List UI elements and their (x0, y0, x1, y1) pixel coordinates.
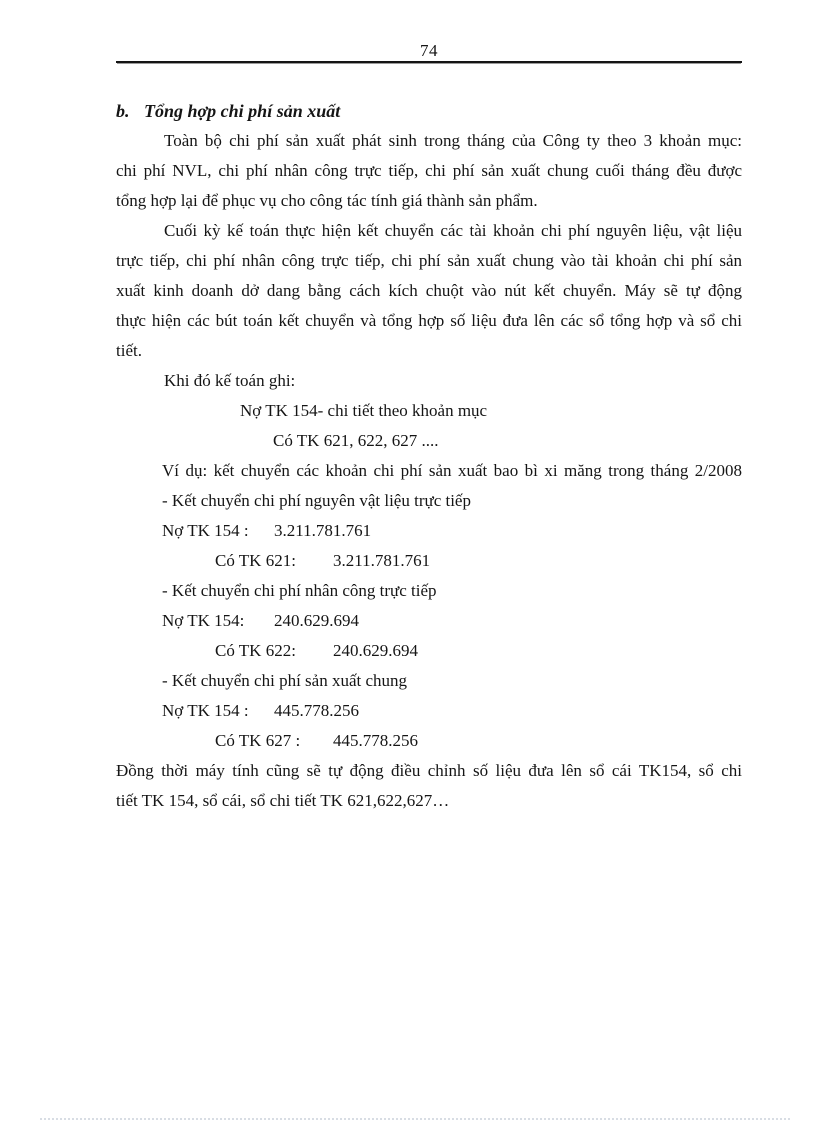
paragraph-closing (116, 756, 742, 816)
paragraph-line: thực hiện các bút toán kết chuyển và tổng hợp số liệu đưa lên các sổ tổng hợp và sổ chi (116, 311, 742, 330)
paragraph-line: tiết TK 154, sổ cái, sổ chi tiết TK 621,622,627… (116, 791, 450, 810)
generic-journal-entry (116, 396, 742, 456)
paragraph-summary (116, 126, 742, 216)
debit-account-label: Nợ TK 154: (162, 611, 245, 630)
credit-amount: 445.778.256 (333, 731, 418, 750)
debit-amount: 240.629.694 (274, 611, 359, 630)
entry-debit-line (116, 516, 742, 546)
entry-debit-line (116, 696, 742, 726)
credit-account-label: Có TK 622: (215, 641, 296, 660)
paragraph-line: Đồng thời máy tính cũng sẽ tự động điều chỉnh số liệu đưa lên sổ cái TK154, sổ chi (116, 761, 742, 780)
journal-entry-overhead (116, 666, 742, 756)
paragraph-line: chi phí NVL, chi phí nhân công trực tiếp, chi phí sản xuất chung cuối tháng đều được (116, 161, 742, 180)
example-line: Ví dụ: kết chuyển các khoản chi phí sản xuất bao bì xi măng trong tháng 2/2008 (162, 461, 742, 480)
entry-caption: - Kết chuyển chi phí nhân công trực tiếp (162, 581, 437, 600)
journal-entry-materials (116, 486, 742, 576)
footer-dotted-line (40, 1118, 790, 1120)
entry-debit-line (116, 606, 742, 636)
paragraph-line: Toàn bộ chi phí sản xuất phát sinh trong tháng của Công ty theo 3 khoản mục: (164, 131, 742, 150)
section-heading-marker: b. (116, 101, 130, 121)
entry-credit-line (116, 726, 742, 756)
debit-amount: 3.211.781.761 (274, 521, 372, 540)
paragraph-line: Cuối kỳ kế toán thực hiện kết chuyển các tài khoản chi phí nguyên liệu, vật liệu (164, 221, 742, 240)
page-header (116, 0, 742, 63)
debit-account-label: Nợ TK 154 : (162, 521, 249, 540)
entry-credit-line (116, 636, 742, 666)
debit-amount: 445.778.256 (274, 701, 359, 720)
debit-account-label: Nợ TK 154 : (162, 701, 249, 720)
paragraph-line: xuất kinh doanh dở dang bằng cách kích chuột vào nút kết chuyển. Máy sẽ tự động (116, 281, 742, 300)
paragraph-line: trực tiếp, chi phí nhân công trực tiếp, chi phí sản xuất chung vào tài khoản chi phí sản (116, 251, 742, 270)
page-body (116, 96, 742, 816)
credit-amount: 3.211.781.761 (333, 551, 431, 570)
entry-intro: Khi đó kế toán ghi: (164, 371, 296, 390)
entry-caption: - Kết chuyển chi phí nguyên vật liệu trực tiếp (162, 491, 471, 510)
journal-entry-labor (116, 576, 742, 666)
credit-account-label: Có TK 621: (215, 551, 296, 570)
paragraph-line: tổng hợp lại để phục vụ cho công tác tính giá thành sản phẩm. (116, 191, 538, 210)
page-number: 74 (420, 41, 438, 60)
credit-account-label: Có TK 627 : (215, 731, 301, 750)
paragraph-line: tiết. (116, 341, 142, 360)
section-heading-text: Tổng hợp chi phí sản xuất (144, 101, 341, 121)
generic-debit-line: Nợ TK 154- chi tiết theo khoản mục (240, 401, 488, 420)
section-heading (116, 96, 742, 126)
entry-caption: - Kết chuyển chi phí sản xuất chung (162, 671, 408, 690)
entry-credit-line (116, 546, 742, 576)
generic-credit-line: Có TK 621, 622, 627 .... (273, 431, 439, 450)
credit-amount: 240.629.694 (333, 641, 418, 660)
paragraph-process (116, 216, 742, 366)
